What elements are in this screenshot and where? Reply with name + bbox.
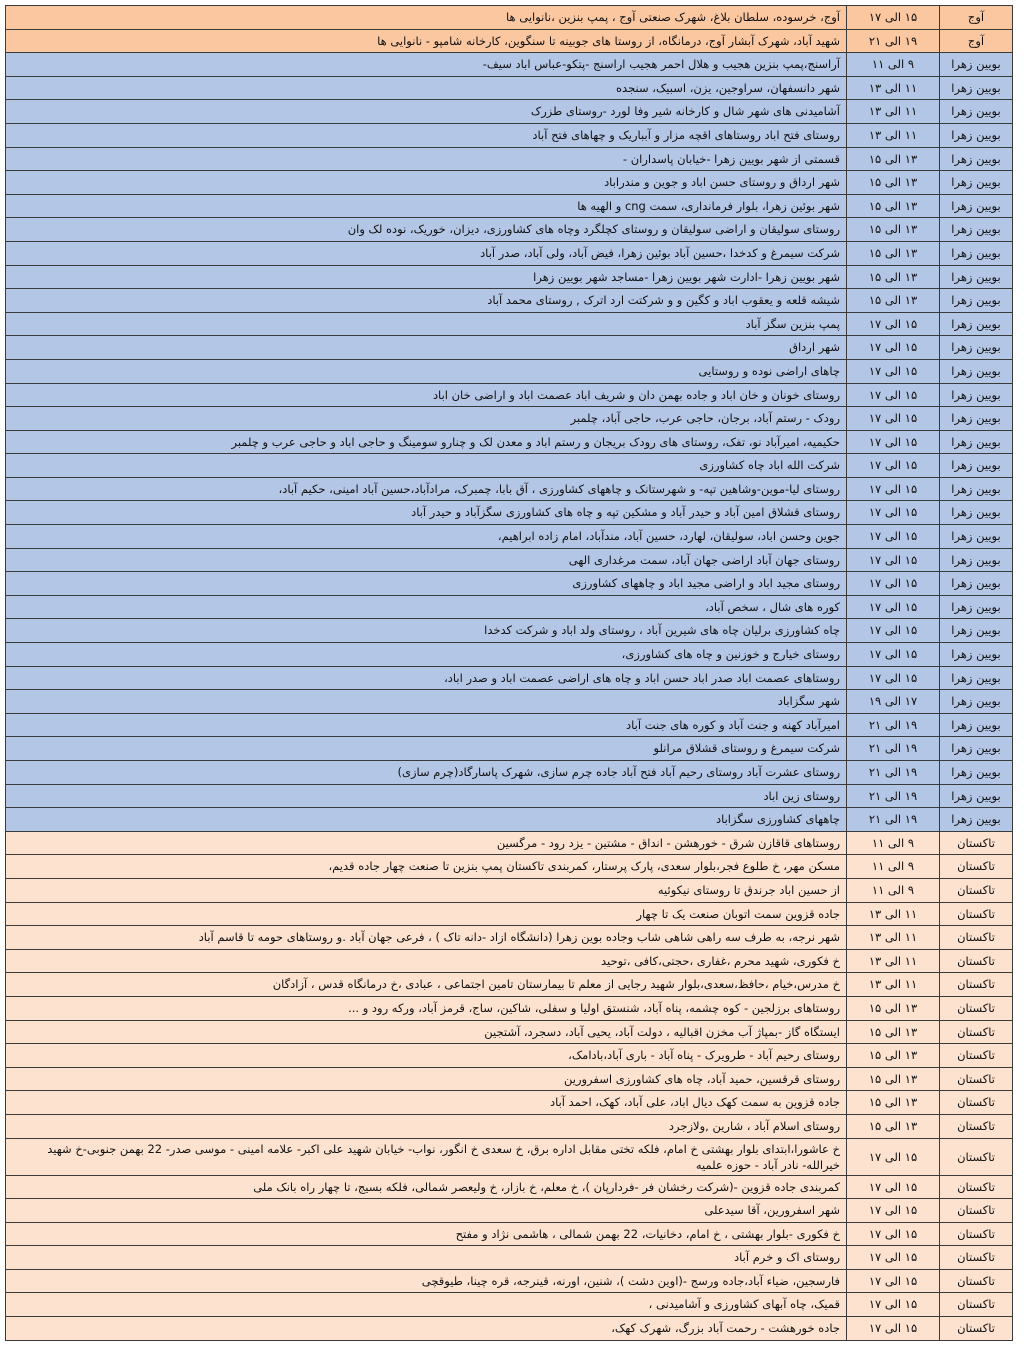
table-row: [6, 878, 1013, 902]
table-row: [6, 218, 1013, 242]
area-cell: تاکستان: [940, 1317, 1013, 1341]
time-cell: ۱۵ الی ۱۷: [847, 1246, 940, 1270]
description-cell: روستای عشرت آباد روستای رحیم آباد فتح آباد جاده چرم سازی، شهرک پاسارگاد(چرم سازی): [6, 761, 847, 785]
area-cell: بویین زهرا: [940, 548, 1013, 572]
time-cell: ۱۹ الی ۲۱: [847, 737, 940, 761]
description-cell: روستای اسلام آباد ، شارین ,ولازجرد: [6, 1114, 847, 1138]
description-cell: خ فکوری -بلوار بهشتی ، خ امام، دخانیات، 22 بهمن شمالی ، هاشمی نژاد و مفتح: [6, 1222, 847, 1246]
time-cell: ۱۵ الی ۱۷: [847, 643, 940, 667]
description-cell: شهر بوئین زهرا، بلوار فرمانداری، سمت cng و الهیه ها: [6, 194, 847, 218]
time-cell: ۱۵ الی ۱۷: [847, 1175, 940, 1199]
area-cell: تاکستان: [940, 878, 1013, 902]
table-row: [6, 949, 1013, 973]
area-cell: بویین زهرا: [940, 619, 1013, 643]
description-cell: شهر اسفرورین، آقا سیدعلی: [6, 1199, 847, 1223]
table-row: [6, 430, 1013, 454]
area-cell: بویین زهرا: [940, 359, 1013, 383]
time-cell: ۱۵ الی ۱۷: [847, 572, 940, 596]
description-cell: روستاهای برزلجین - کوه چشمه، پناه آباد، شنستق اولیا و سفلی، شاکین، ساج، قرمز آباد، ورکه رود و ...: [6, 996, 847, 1020]
description-cell: فارسجین، ضیاء آباد،جاده ورسج -(اوین دشت )، شنین، اورنه، قینرجه، قره چینا، طیوقچی: [6, 1269, 847, 1293]
time-cell: ۱۳ الی ۱۵: [847, 1091, 940, 1115]
time-cell: ۹ الی ۱۱: [847, 855, 940, 879]
table-row: [6, 53, 1013, 77]
time-cell: ۱۳ الی ۱۵: [847, 1020, 940, 1044]
area-cell: تاکستان: [940, 831, 1013, 855]
table-row: [6, 761, 1013, 785]
description-cell: شهر ارداق و روستای حسن اباد و جوین و مندراباد: [6, 171, 847, 195]
time-cell: ۱۵ الی ۱۷: [847, 6, 940, 30]
area-cell: تاکستان: [940, 1222, 1013, 1246]
time-cell: ۱۵ الی ۱۷: [847, 312, 940, 336]
description-cell: جاده خورهشت - رحمت آباد بزرگ، شهرک کهک،: [6, 1317, 847, 1341]
time-cell: ۱۹ الی ۲۱: [847, 808, 940, 832]
time-cell: ۱۱ الی ۱۳: [847, 100, 940, 124]
description-cell: شهر نرجه، به طرف سه راهی شاهی شاب وجاده بوین زهرا (دانشگاه ازاد -دانه تاک ) ، فرعی جهان آباد .و روستاهای حومه تا قاسم آباد: [6, 926, 847, 950]
table-row: [6, 1246, 1013, 1270]
time-cell: ۱۹ الی ۲۱: [847, 761, 940, 785]
description-cell: شیشه قلعه و یعقوب اباد و کگین و و شرکتت ارد اترک , روستای محمد آباد: [6, 289, 847, 313]
area-cell: تاکستان: [940, 949, 1013, 973]
time-cell: ۱۳ الی ۱۵: [847, 265, 940, 289]
table-row: [6, 407, 1013, 431]
description-cell: روستای فتح اباد روستاهای اقچه مزار و آبباریک و چهاهای فتح آباد: [6, 123, 847, 147]
description-cell: قمیک، چاه آبهای کشاورزی و آشامیدنی ،: [6, 1293, 847, 1317]
description-cell: روستای زین اباد: [6, 784, 847, 808]
schedule-table: [5, 5, 1013, 1341]
description-cell: روستای قشلاق امین آباد و حیدر آباد و مشکین تپه و چاه های کشاورزی سگزآباد و حیدر آباد: [6, 501, 847, 525]
area-cell: بویین زهرا: [940, 690, 1013, 714]
description-cell: روستای خیارج و خوزنین و چاه های کشاورزی،: [6, 643, 847, 667]
description-cell: آراسنج،پمپ بنزین هجیب و هلال احمر هجیب اراسنج -پتکو-عباس اباد سیف-: [6, 53, 847, 77]
table-row: [6, 29, 1013, 53]
table-row: [6, 902, 1013, 926]
time-cell: ۱۵ الی ۱۷: [847, 501, 940, 525]
time-cell: ۱۳ الی ۱۵: [847, 241, 940, 265]
area-cell: تاکستان: [940, 1138, 1013, 1175]
table-row: [6, 713, 1013, 737]
table-row: [6, 1091, 1013, 1115]
area-cell: بویین زهرا: [940, 643, 1013, 667]
description-cell: آوج، خرسوده، سلطان بلاغ، شهرک صنعتی آوج ، پمپ بنزین ،نانوایی ها: [6, 6, 847, 30]
description-cell: شهر ارداق: [6, 336, 847, 360]
time-cell: ۱۵ الی ۱۷: [847, 548, 940, 572]
time-cell: ۱۳ الی ۱۵: [847, 1044, 940, 1068]
area-cell: بویین زهرا: [940, 501, 1013, 525]
time-cell: ۱۱ الی ۱۳: [847, 926, 940, 950]
description-cell: روستای جهان آباد اراضی جهان آباد، سمت مرغداری الهی: [6, 548, 847, 572]
area-cell: بویین زهرا: [940, 666, 1013, 690]
table-row: [6, 1138, 1013, 1175]
description-cell: رودک - رستم آباد، برجان، حاجی عرب، حاجی آباد، چلمبر: [6, 407, 847, 431]
time-cell: ۱۵ الی ۱۷: [847, 525, 940, 549]
area-cell: بویین زهرا: [940, 407, 1013, 431]
area-cell: تاکستان: [940, 1091, 1013, 1115]
description-cell: شهید آباد، شهرک آبشار آوج، درمانگاه، از روستا های جوبینه تا سنگوین، کارخانه شامپو - نانوایی ها: [6, 29, 847, 53]
description-cell: روستای رحیم آباد - طرویرک - پناه آباد - باری آباد،بادامک،: [6, 1044, 847, 1068]
description-cell: آشامیدنی های شهر شال و کارخانه شیر وفا لورد -روستای طزرک: [6, 100, 847, 124]
time-cell: ۹ الی ۱۱: [847, 53, 940, 77]
description-cell: کمربندی جاده قزوین -(شرکت رخشان فر -فردارپان )، خ معلم، خ بازار، خ ولیعصر شمالی، فلکه بسیج، تا چهار راه بانک ملی: [6, 1175, 847, 1199]
area-cell: تاکستان: [940, 973, 1013, 997]
table-row: [6, 359, 1013, 383]
table-row: [6, 643, 1013, 667]
area-cell: بویین زهرا: [940, 265, 1013, 289]
time-cell: ۱۵ الی ۱۷: [847, 477, 940, 501]
description-cell: روستای اک و خرم آباد: [6, 1246, 847, 1270]
time-cell: ۱۵ الی ۱۷: [847, 1222, 940, 1246]
area-cell: بویین زهرا: [940, 289, 1013, 313]
table-row: [6, 1222, 1013, 1246]
area-cell: بویین زهرا: [940, 808, 1013, 832]
table-row: [6, 784, 1013, 808]
time-cell: ۱۳ الی ۱۵: [847, 1067, 940, 1091]
description-cell: خ فکوری، شهید محرم ،غفاری ،حجتی،کافی ،توحید: [6, 949, 847, 973]
area-cell: بویین زهرا: [940, 572, 1013, 596]
description-cell: روستای لیا-موین-وشاهین تپه- و شهرستانک و چاههای کشاورزی ، آق بابا، چمبرک، مرادآباد،حسین آباد امینی، حکیم آباد،: [6, 477, 847, 501]
table-row: [6, 1175, 1013, 1199]
time-cell: ۱۳ الی ۱۵: [847, 996, 940, 1020]
time-cell: ۱۱ الی ۱۳: [847, 902, 940, 926]
table-row: [6, 1293, 1013, 1317]
table-row: [6, 973, 1013, 997]
area-cell: بویین زهرا: [940, 761, 1013, 785]
table-row: [6, 1199, 1013, 1223]
description-cell: شهر سگزاباد: [6, 690, 847, 714]
description-cell: شرکت سیمرغ و کدخدا ،حسین آباد بوئین زهرا، فیض آباد، ولی آباد، صدر آباد: [6, 241, 847, 265]
description-cell: روستاهای عصمت اباد صدر اباد حسن اباد و چاه های اراضی عصمت اباد و صدر اباد،: [6, 666, 847, 690]
description-cell: شرکت الله اباد چاه کشاورزی: [6, 454, 847, 478]
table-row: [6, 548, 1013, 572]
area-cell: آوج: [940, 6, 1013, 30]
time-cell: ۱۳ الی ۱۵: [847, 1114, 940, 1138]
area-cell: تاکستان: [940, 1044, 1013, 1068]
table-row: [6, 1317, 1013, 1341]
table-row: [6, 737, 1013, 761]
area-cell: بویین زهرا: [940, 76, 1013, 100]
time-cell: ۱۳ الی ۱۵: [847, 289, 940, 313]
area-cell: بویین زهرا: [940, 383, 1013, 407]
time-cell: ۹ الی ۱۱: [847, 831, 940, 855]
table-row: [6, 1020, 1013, 1044]
area-cell: بویین زهرا: [940, 737, 1013, 761]
time-cell: ۱۵ الی ۱۷: [847, 359, 940, 383]
table-row: [6, 100, 1013, 124]
description-cell: شرکت سیمرغ و روستای قشلاق مرانلو: [6, 737, 847, 761]
table-row: [6, 477, 1013, 501]
area-cell: بویین زهرا: [940, 595, 1013, 619]
time-cell: ۱۹ الی ۲۱: [847, 29, 940, 53]
description-cell: از حسین اباد جرندق تا روستای نیکوئیه: [6, 878, 847, 902]
area-cell: بویین زهرا: [940, 430, 1013, 454]
schedule-table-body: [6, 6, 1013, 1341]
description-cell: جاده قزوین به سمت کهک دیال اباد، علی آباد، کهک، احمد آباد: [6, 1091, 847, 1115]
time-cell: ۱۵ الی ۱۷: [847, 383, 940, 407]
description-cell: خ مدرس،خیام ،حافظ،سعدی،بلوار شهید رجایی از معلم تا بیمارستان تامین اجتماعی ، عبادی ،خ درمانگاه قدس ، آزادگان: [6, 973, 847, 997]
table-row: [6, 336, 1013, 360]
area-cell: تاکستان: [940, 1020, 1013, 1044]
area-cell: بویین زهرا: [940, 713, 1013, 737]
area-cell: بویین زهرا: [940, 336, 1013, 360]
table-row: [6, 76, 1013, 100]
area-cell: بویین زهرا: [940, 194, 1013, 218]
time-cell: ۱۵ الی ۱۷: [847, 1293, 940, 1317]
time-cell: ۱۱ الی ۱۳: [847, 949, 940, 973]
area-cell: تاکستان: [940, 1114, 1013, 1138]
description-cell: چاه کشاورزی برلیان چاه های شیرین آباد ، روستای ولد اباد و شرکت کدخدا: [6, 619, 847, 643]
description-cell: ایستگاه گاز -بمپاژ آب مخزن اقبالیه ، دولت آباد، یحیی آباد، دسجرد، آشتجین: [6, 1020, 847, 1044]
area-cell: بویین زهرا: [940, 454, 1013, 478]
time-cell: ۱۷ الی ۱۹: [847, 690, 940, 714]
area-cell: تاکستان: [940, 1269, 1013, 1293]
description-cell: حکیمیه، امیرآباد نو، تفک، روستای های رودک بریجان و رستم اباد و معدن لک و چنارو سومینگ و حاجی اباد و حاجی عرب و چلمبر: [6, 430, 847, 454]
description-cell: شهر دانسفهان، سراوجین، یزن، اسبیک، سنجده: [6, 76, 847, 100]
time-cell: ۱۹ الی ۲۱: [847, 784, 940, 808]
table-row: [6, 1269, 1013, 1293]
time-cell: ۱۳ الی ۱۵: [847, 194, 940, 218]
table-row: [6, 265, 1013, 289]
table-row: [6, 996, 1013, 1020]
table-row: [6, 241, 1013, 265]
description-cell: جاده قزوین سمت اتوبان صنعت یک تا چهار: [6, 902, 847, 926]
description-cell: پمپ بنزین سگز آباد: [6, 312, 847, 336]
description-cell: امیرآباد کهنه و جنت آباد و کوره های جنت آباد: [6, 713, 847, 737]
outage-schedule: [5, 5, 1013, 1341]
table-row: [6, 525, 1013, 549]
table-row: [6, 690, 1013, 714]
area-cell: بویین زهرا: [940, 241, 1013, 265]
table-row: [6, 666, 1013, 690]
description-cell: چاهای اراضی نوده و روستایی: [6, 359, 847, 383]
area-cell: تاکستان: [940, 1175, 1013, 1199]
table-row: [6, 926, 1013, 950]
area-cell: آوج: [940, 29, 1013, 53]
time-cell: ۱۱ الی ۱۳: [847, 76, 940, 100]
table-row: [6, 123, 1013, 147]
time-cell: ۱۳ الی ۱۵: [847, 218, 940, 242]
description-cell: روستای سولیقان و اراضی سولیقان و روستای کچلگرد وچاه های کشاورزی، دیزان، خوریک، نوده لک وان: [6, 218, 847, 242]
description-cell: مسکن مهر، خ طلوع فجر،بلوار سعدی، پارک پرستار، کمربندی تاکستان پمپ بنزین تا صنعت چهار جاده قدیم،: [6, 855, 847, 879]
description-cell: روستای قرقسین، حمید آباد، چاه های کشاورزی اسفرورین: [6, 1067, 847, 1091]
time-cell: ۹ الی ۱۱: [847, 878, 940, 902]
area-cell: تاکستان: [940, 1067, 1013, 1091]
table-row: [6, 6, 1013, 30]
area-cell: بویین زهرا: [940, 477, 1013, 501]
time-cell: ۱۵ الی ۱۷: [847, 430, 940, 454]
time-cell: ۱۵ الی ۱۷: [847, 595, 940, 619]
table-row: [6, 1067, 1013, 1091]
area-cell: تاکستان: [940, 1293, 1013, 1317]
table-row: [6, 312, 1013, 336]
time-cell: ۱۱ الی ۱۳: [847, 123, 940, 147]
area-cell: تاکستان: [940, 926, 1013, 950]
area-cell: بویین زهرا: [940, 147, 1013, 171]
description-cell: جوین وحسن اباد، سولیقان، لهارد، حسین آباد، مندآباد، امام زاده ابراهیم،: [6, 525, 847, 549]
description-cell: روستاهای قاقازن شرق - خورهشن - انداق - مشتین - یزد رود - مرگسین: [6, 831, 847, 855]
time-cell: ۱۵ الی ۱۷: [847, 407, 940, 431]
area-cell: بویین زهرا: [940, 123, 1013, 147]
area-cell: بویین زهرا: [940, 312, 1013, 336]
area-cell: بویین زهرا: [940, 784, 1013, 808]
time-cell: ۱۵ الی ۱۷: [847, 619, 940, 643]
area-cell: تاکستان: [940, 1199, 1013, 1223]
table-row: [6, 383, 1013, 407]
time-cell: ۱۹ الی ۲۱: [847, 713, 940, 737]
table-row: [6, 454, 1013, 478]
table-row: [6, 595, 1013, 619]
time-cell: ۱۳ الی ۱۵: [847, 147, 940, 171]
table-row: [6, 855, 1013, 879]
description-cell: خ عاشورا،ابتدای بلوار بهشتی خ امام، فلکه تختی مقابل اداره برق، خ سعدی خ انگور، نواب- خیابان شهید علی اکبر- علامه امینی - موسی صدر- 22 بهمن جنوبی-خ شهید خیرالله- نادر آباد - حوزه علمیه: [6, 1138, 847, 1175]
table-row: [6, 831, 1013, 855]
description-cell: قسمتی از شهر بویین زهرا -خیابان پاسداران -: [6, 147, 847, 171]
table-row: [6, 619, 1013, 643]
table-row: [6, 147, 1013, 171]
area-cell: بویین زهرا: [940, 53, 1013, 77]
time-cell: ۱۵ الی ۱۷: [847, 336, 940, 360]
time-cell: ۱۵ الی ۱۷: [847, 1138, 940, 1175]
table-row: [6, 1044, 1013, 1068]
table-row: [6, 572, 1013, 596]
time-cell: ۱۱ الی ۱۳: [847, 973, 940, 997]
area-cell: تاکستان: [940, 902, 1013, 926]
time-cell: ۱۳ الی ۱۵: [847, 171, 940, 195]
time-cell: ۱۵ الی ۱۷: [847, 1199, 940, 1223]
table-row: [6, 808, 1013, 832]
area-cell: بویین زهرا: [940, 171, 1013, 195]
area-cell: تاکستان: [940, 1246, 1013, 1270]
area-cell: تاکستان: [940, 996, 1013, 1020]
area-cell: تاکستان: [940, 855, 1013, 879]
description-cell: چاههای کشاورزی سگزاباد: [6, 808, 847, 832]
time-cell: ۱۵ الی ۱۷: [847, 666, 940, 690]
description-cell: کوره های شال ، سخص آباد،: [6, 595, 847, 619]
area-cell: بویین زهرا: [940, 100, 1013, 124]
time-cell: ۱۵ الی ۱۷: [847, 1317, 940, 1341]
area-cell: بویین زهرا: [940, 218, 1013, 242]
area-cell: بویین زهرا: [940, 525, 1013, 549]
description-cell: روستای مجید اباد و اراضی مجید اباد و چاههای کشاورزی: [6, 572, 847, 596]
table-row: [6, 501, 1013, 525]
time-cell: ۱۵ الی ۱۷: [847, 1269, 940, 1293]
time-cell: ۱۵ الی ۱۷: [847, 454, 940, 478]
description-cell: شهر بویین زهرا -ادارت شهر بویین زهرا -مساجد شهر بویین زهرا: [6, 265, 847, 289]
table-row: [6, 289, 1013, 313]
table-row: [6, 171, 1013, 195]
table-row: [6, 1114, 1013, 1138]
table-row: [6, 194, 1013, 218]
description-cell: روستای خونان و خان اباد و جاده بهمن دان و شریف اباد عصمت اباد و اراضی خان اباد: [6, 383, 847, 407]
